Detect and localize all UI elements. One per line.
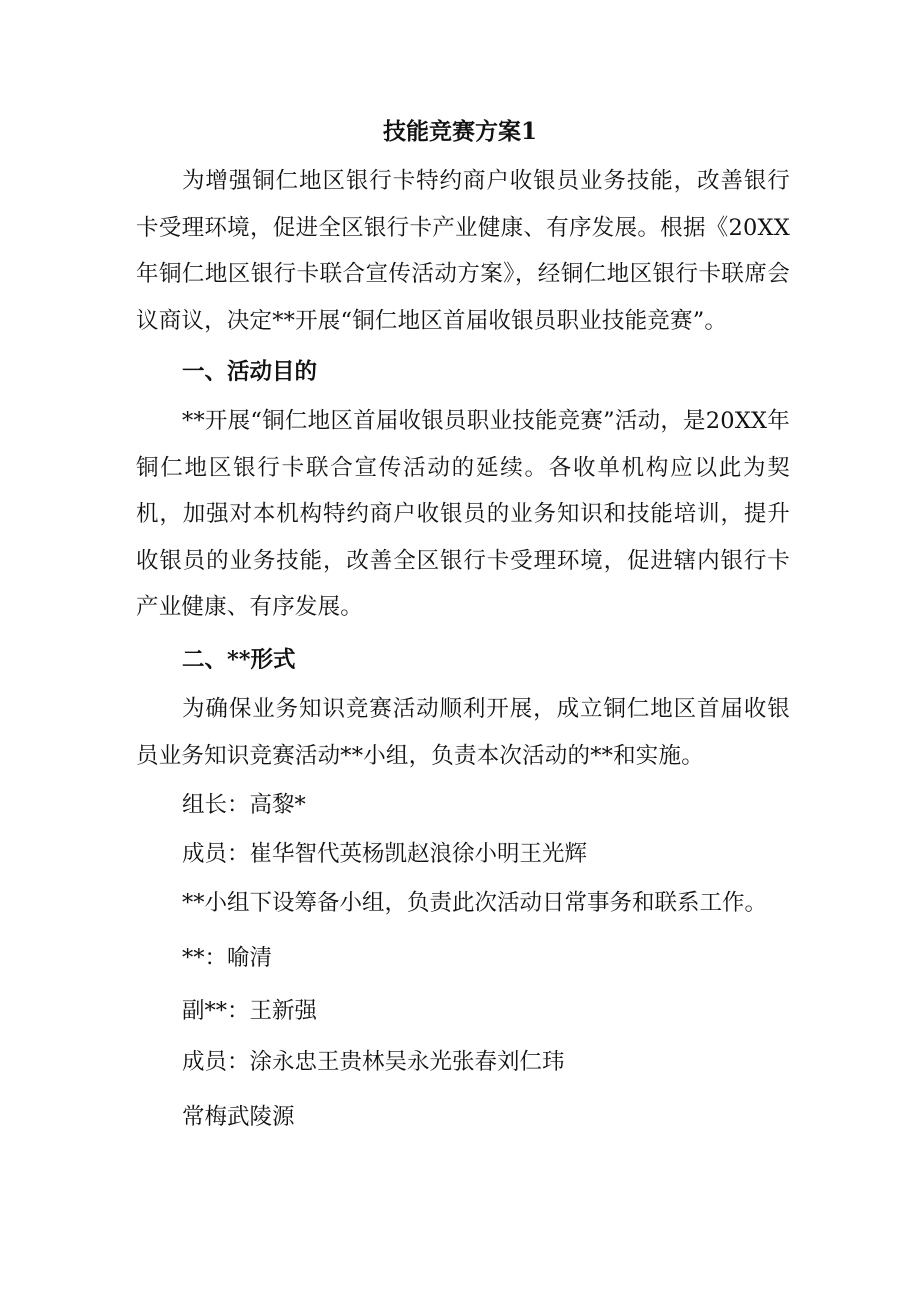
- format-paragraph: 为确保业务知识竞赛活动顺利开展，成立铜仁地区首届收银员业务知识竞赛活动**小组，负责本次活动的**和实施。: [136, 696, 790, 769]
- group-leader-line: 组长：高黎*: [182, 792, 306, 818]
- section-heading-format: 二、**形式: [182, 647, 296, 673]
- deputy-director-line: 副**：王新强: [182, 998, 318, 1024]
- subgroup-members-line: 成员：涂永忠王贵林吴永光张春刘仁玮: [182, 1049, 565, 1075]
- subgroup-line: **小组下设筹备小组，负责此次活动日常事务和联系工作。: [182, 890, 768, 916]
- section-heading-purpose: 一、活动目的: [182, 359, 318, 385]
- director-line: **：喻清: [182, 945, 273, 971]
- purpose-paragraph: **开展“铜仁地区首届收银员职业技能竞赛”活动，是20XX年铜仁地区银行卡联合宣传活动的延续。各收单机构应以此为契机，加强对本机构特约商户收银员的业务知识和技能培训，提升收银员的业务技能，改善全区银行卡受理环境，促进辖内银行卡产业健康、有序发展。: [136, 408, 790, 620]
- intro-paragraph: 为增强铜仁地区银行卡特约商户收银员业务技能，改善银行卡受理环境，促进全区银行卡产业健康、有序发展。根据《20XX年铜仁地区银行卡联合宣传活动方案》，经铜仁地区银行卡联席会议商议，决定**开展“铜仁地区首届收银员职业技能竞赛”。: [136, 168, 790, 334]
- document-title: 技能竞赛方案1: [382, 118, 537, 145]
- group-members-line: 成员：崔华智代英杨凯赵浪徐小明王光辉: [182, 841, 588, 867]
- subgroup-members-continued-line: 常梅武陵源: [182, 1104, 295, 1130]
